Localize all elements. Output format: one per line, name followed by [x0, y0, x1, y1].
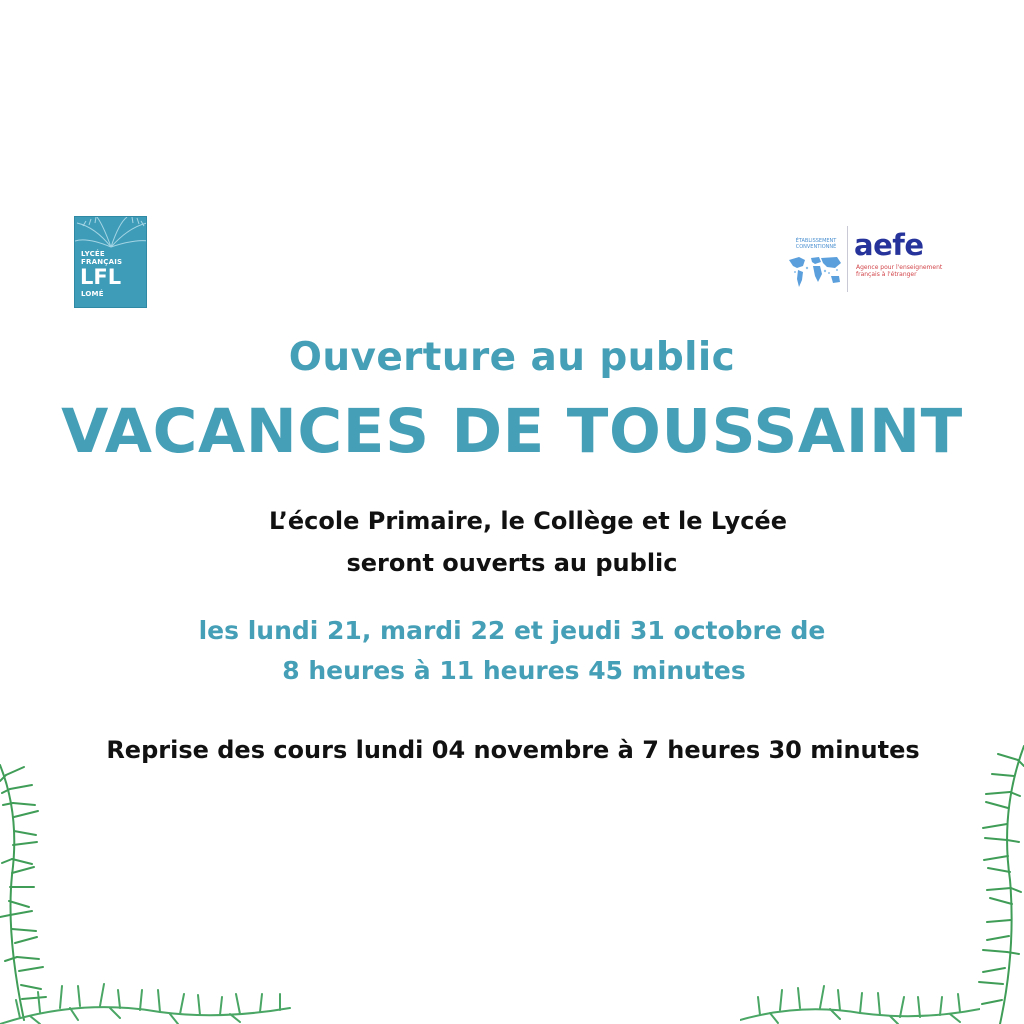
world-map-icon [785, 254, 845, 292]
pine-branch-icon [0, 968, 300, 1024]
aefe-agency-label: Agence pour l'enseignement français à l'étranger [856, 264, 943, 278]
page-title: VACANCES DE TOUSSAINT [61, 396, 963, 467]
lfl-logo [74, 216, 147, 308]
logo-text-francais: FRANÇAIS [81, 258, 123, 266]
open-public-line: seront ouverts au public [346, 549, 678, 577]
aefe-divider [847, 226, 848, 292]
dates-line: les lundi 21, mardi 22 et jeudi 31 octobre de [198, 616, 826, 645]
logo-text-lycee: LYCÉE [81, 250, 105, 258]
hours-line: 8 heures à 11 heures 45 minutes [282, 656, 746, 685]
subtitle: Ouverture au public [288, 335, 736, 380]
pine-branch-icon [740, 975, 980, 1024]
schools-line: L’école Primaire, le Collège et le Lycée [269, 507, 787, 535]
logo-mark-lfl: LFL [80, 265, 122, 289]
aefe-wordmark: aefe [854, 228, 924, 262]
logo-text-lome: LOMÉ [81, 290, 104, 298]
aefe-establishment-label: ÉTABLISSEMENT CONVENTIONNÉ [795, 238, 837, 250]
aefe-logo [783, 226, 943, 296]
resumption-line: Reprise des cours lundi 04 novembre à 7 heures 30 minutes [106, 736, 920, 764]
